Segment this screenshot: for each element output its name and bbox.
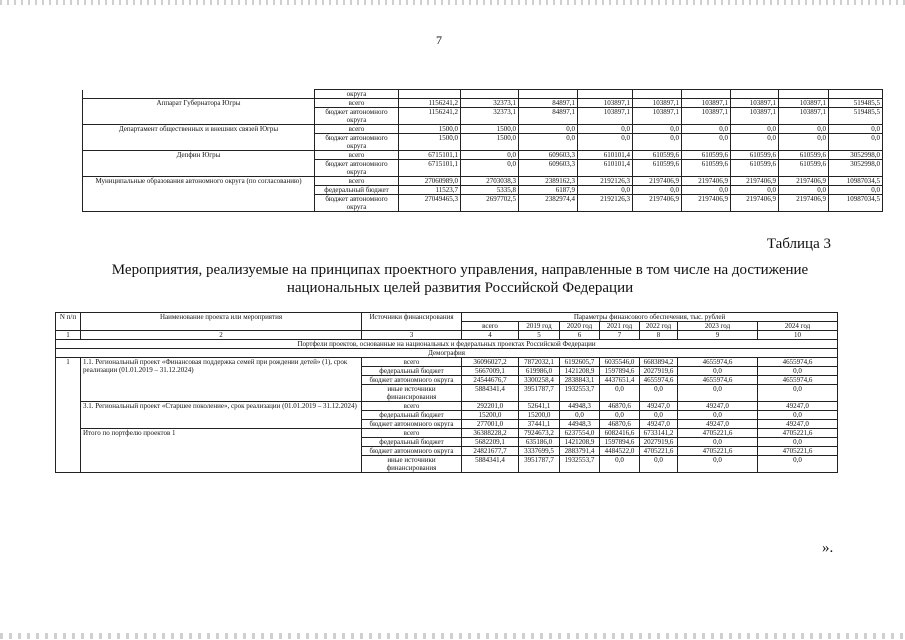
project-name: 3.1. Региональный проект «Старшее поколение», срок реализации (01.01.2019 – 31.12.2024) [81, 402, 362, 429]
section-demography: Демография [56, 349, 838, 358]
value-cell: 46870,6 [600, 420, 640, 429]
value-cell: 7924673,2 [519, 429, 560, 438]
source-cell: бюджет автономного округа [362, 376, 462, 385]
source-cell: бюджет автономного округа [315, 195, 399, 212]
section-heading-line1: Мероприятия, реализуемые на принципах проектного управления, направленные в том числе на достижение [111, 262, 809, 278]
value-cell: 2703038,3 [461, 177, 519, 186]
value-cell: 6237554,0 [560, 429, 600, 438]
value-cell: 24821677,7 [462, 447, 519, 456]
value-cell: 0,0 [779, 186, 829, 195]
value-cell: 49247,0 [758, 420, 838, 429]
value-cell: 2197406,9 [633, 177, 682, 186]
value-cell: 0,0 [633, 186, 682, 195]
value-cell: 4437651,4 [600, 376, 640, 385]
header-2023: 2023 год [678, 322, 758, 331]
scan-edge-top [0, 0, 905, 5]
value-cell: 0,0 [640, 456, 678, 473]
value-cell: 0,0 [829, 186, 883, 195]
table-caption: Таблица 3 [766, 236, 831, 252]
projects-funding-table [55, 312, 838, 473]
value-cell: 49247,0 [678, 420, 758, 429]
value-cell: 5335,8 [461, 186, 519, 195]
col-number: 7 [600, 331, 640, 340]
value-cell: 0,0 [678, 438, 758, 447]
value-cell: 5682209,1 [462, 438, 519, 447]
value-cell: 5667009,1 [462, 367, 519, 376]
source-cell: федеральный бюджет [362, 411, 462, 420]
value-cell: 2027919,6 [640, 438, 678, 447]
value-cell: 2197406,9 [682, 195, 731, 212]
value-cell: 103897,1 [779, 99, 829, 108]
value-cell: 4655974,6 [640, 376, 678, 385]
value-cell: 0,0 [731, 125, 779, 134]
value-cell: 2883791,4 [560, 447, 600, 456]
value-cell: 6082416,6 [600, 429, 640, 438]
source-cell: бюджет автономного округа [315, 108, 399, 125]
header-2019: 2019 год [519, 322, 560, 331]
source-cell: бюджет автономного округа [362, 420, 462, 429]
empty-cell [731, 90, 779, 99]
value-cell: 44948,3 [560, 402, 600, 411]
table-row [56, 429, 838, 438]
source-cell: бюджет автономного округа [362, 447, 462, 456]
source-cell: всего [315, 151, 399, 160]
header-row-1 [56, 313, 838, 322]
value-cell: 610101,4 [578, 160, 633, 177]
organization-name: Департамент общественных и внешних связей Югры [83, 125, 315, 151]
value-cell: 0,0 [678, 411, 758, 420]
value-cell: 1597894,6 [600, 367, 640, 376]
empty-cell [779, 90, 829, 99]
source-cell: всего [315, 99, 399, 108]
value-cell: 4705221,6 [758, 429, 838, 438]
source-cell: всего [362, 402, 462, 411]
value-cell: 10987034,5 [829, 195, 883, 212]
value-cell: 0,0 [461, 151, 519, 160]
value-cell: 0,0 [600, 411, 640, 420]
value-cell: 0,0 [779, 125, 829, 134]
value-cell: 3052998,0 [829, 151, 883, 160]
value-cell: 1500,0 [399, 134, 461, 151]
value-cell: 2192126,3 [578, 195, 633, 212]
value-cell: 0,0 [779, 134, 829, 151]
value-cell: 0,0 [578, 134, 633, 151]
value-cell: 0,0 [731, 186, 779, 195]
source-cell: федеральный бюджет [315, 186, 399, 195]
value-cell: 103897,1 [731, 99, 779, 108]
value-cell: 0,0 [678, 367, 758, 376]
value-cell: 519485,5 [829, 99, 883, 108]
value-cell: 2027919,6 [640, 367, 678, 376]
value-cell: 84897,1 [519, 108, 578, 125]
value-cell: 1421208,9 [560, 438, 600, 447]
source-cell: всего [362, 358, 462, 367]
header-params: Параметры финансового обеспечения, тыс. рублей [462, 313, 838, 322]
project-name: 1.1. Региональный проект «Финансовая поддержка семей при рождении детей» (1), срок реализации (01.01.2019 – 31.12.2024) [81, 358, 362, 402]
value-cell: 519485,5 [829, 108, 883, 125]
value-cell: 1932553,7 [560, 456, 600, 473]
section-row [56, 340, 838, 349]
value-cell: 1156241,2 [399, 108, 461, 125]
funding-table-continued [82, 89, 883, 212]
value-cell: 4484522,0 [600, 447, 640, 456]
header-total: всего [462, 322, 519, 331]
value-cell: 0,0 [678, 456, 758, 473]
header-2022: 2022 год [640, 322, 678, 331]
value-cell: 84897,1 [519, 99, 578, 108]
value-cell: 4705221,6 [758, 447, 838, 456]
value-cell: 4655974,6 [758, 358, 838, 367]
value-cell: 0,0 [682, 134, 731, 151]
value-cell: 36096027,2 [462, 358, 519, 367]
empty-cell [461, 90, 519, 99]
value-cell: 3052998,0 [829, 160, 883, 177]
value-cell: 7872032,1 [519, 358, 560, 367]
value-cell: 49247,0 [678, 402, 758, 411]
value-cell: 49247,0 [640, 402, 678, 411]
table-row [83, 99, 883, 108]
value-cell: 4705221,6 [678, 447, 758, 456]
col-number: 6 [560, 331, 600, 340]
value-cell: 0,0 [560, 411, 600, 420]
value-cell: 6035546,0 [600, 358, 640, 367]
value-cell: 24544676,7 [462, 376, 519, 385]
value-cell: 610599,6 [731, 151, 779, 160]
value-cell: 0,0 [758, 456, 838, 473]
value-cell: 0,0 [640, 411, 678, 420]
value-cell: 103897,1 [633, 108, 682, 125]
empty-cell [682, 90, 731, 99]
value-cell: 49247,0 [758, 402, 838, 411]
value-cell: 609603,3 [519, 151, 578, 160]
value-cell: 103897,1 [682, 99, 731, 108]
col-number: 10 [758, 331, 838, 340]
value-cell: 4655974,6 [678, 358, 758, 367]
value-cell: 610599,6 [779, 160, 829, 177]
value-cell: 610599,6 [633, 160, 682, 177]
col-number: 4 [462, 331, 519, 340]
value-cell: 610101,4 [578, 151, 633, 160]
col-number: 1 [56, 331, 81, 340]
value-cell: 0,0 [758, 411, 838, 420]
value-cell: 32373,1 [461, 108, 519, 125]
value-cell: 0,0 [519, 134, 578, 151]
value-cell: 292201,0 [462, 402, 519, 411]
value-cell: 610599,6 [682, 160, 731, 177]
value-cell: 2197406,9 [779, 195, 829, 212]
value-cell: 1421208,9 [560, 367, 600, 376]
value-cell: 610599,6 [682, 151, 731, 160]
row-number: 1 [56, 358, 81, 473]
source-cell: округа [315, 90, 399, 99]
col-number: 5 [519, 331, 560, 340]
source-cell: бюджет автономного округа [315, 134, 399, 151]
empty-cell [829, 90, 883, 99]
value-cell: 0,0 [829, 134, 883, 151]
value-cell: 0,0 [600, 456, 640, 473]
value-cell: 2389162,3 [519, 177, 578, 186]
value-cell: 1500,0 [461, 125, 519, 134]
value-cell: 4705221,6 [640, 447, 678, 456]
value-cell: 0,0 [578, 186, 633, 195]
value-cell: 1597894,6 [600, 438, 640, 447]
value-cell: 0,0 [829, 125, 883, 134]
empty-cell [83, 90, 315, 99]
scan-edge-bottom [0, 633, 905, 639]
value-cell: 0,0 [461, 160, 519, 177]
value-cell: 6683894,2 [640, 358, 678, 367]
value-cell: 103897,1 [578, 99, 633, 108]
value-cell: 3951787,7 [519, 456, 560, 473]
value-cell: 2197406,9 [731, 195, 779, 212]
source-cell: всего [362, 429, 462, 438]
source-cell: федеральный бюджет [362, 438, 462, 447]
table-row [83, 90, 883, 99]
table-row [83, 177, 883, 186]
value-cell: 0,0 [678, 385, 758, 402]
value-cell: 0,0 [578, 125, 633, 134]
value-cell: 6715101,1 [399, 160, 461, 177]
value-cell: 5884341,4 [462, 456, 519, 473]
value-cell: 610599,6 [633, 151, 682, 160]
value-cell: 2197406,9 [682, 177, 731, 186]
header-source: Источники финансирования [362, 313, 462, 331]
source-cell: иные источники финансирования [362, 456, 462, 473]
empty-cell [519, 90, 578, 99]
section-row [56, 349, 838, 358]
value-cell: 0,0 [633, 134, 682, 151]
value-cell: 0,0 [758, 385, 838, 402]
table-row [56, 358, 838, 367]
table-row [83, 151, 883, 160]
value-cell: 635186,0 [519, 438, 560, 447]
value-cell: 2192126,3 [578, 177, 633, 186]
value-cell: 11523,7 [399, 186, 461, 195]
value-cell: 619986,0 [519, 367, 560, 376]
value-cell: 10987034,5 [829, 177, 883, 186]
value-cell: 3951787,7 [519, 385, 560, 402]
table-row [56, 402, 838, 411]
value-cell: 6192605,7 [560, 358, 600, 367]
value-cell: 4705221,6 [678, 429, 758, 438]
value-cell: 36388228,2 [462, 429, 519, 438]
value-cell: 15200,0 [462, 411, 519, 420]
value-cell: 44948,3 [560, 420, 600, 429]
value-cell: 277001,0 [462, 420, 519, 429]
value-cell: 609603,3 [519, 160, 578, 177]
value-cell: 0,0 [731, 134, 779, 151]
value-cell: 0,0 [633, 125, 682, 134]
value-cell: 2197406,9 [731, 177, 779, 186]
value-cell: 3337699,5 [519, 447, 560, 456]
value-cell: 0,0 [758, 438, 838, 447]
value-cell: 15200,0 [519, 411, 560, 420]
source-cell: всего [315, 177, 399, 186]
value-cell: 6715101,1 [399, 151, 461, 160]
source-cell: федеральный бюджет [362, 367, 462, 376]
col-number: 9 [678, 331, 758, 340]
value-cell: 46870,6 [600, 402, 640, 411]
project-name: Итого по портфелю проектов 1 [81, 429, 362, 473]
value-cell: 1500,0 [461, 134, 519, 151]
value-cell: 52641,1 [519, 402, 560, 411]
value-cell: 610599,6 [731, 160, 779, 177]
header-2021: 2021 год [600, 322, 640, 331]
value-cell: 103897,1 [633, 99, 682, 108]
header-name: Наименование проекта или мероприятия [81, 313, 362, 331]
value-cell: 0,0 [758, 367, 838, 376]
organization-name: Аппарат Губернатора Югры [83, 99, 315, 125]
closing-quote: ». [822, 540, 834, 556]
value-cell: 49247,0 [640, 420, 678, 429]
col-number: 3 [362, 331, 462, 340]
value-cell: 5884341,4 [462, 385, 519, 402]
value-cell: 2838843,1 [560, 376, 600, 385]
value-cell: 32373,1 [461, 99, 519, 108]
source-cell: всего [315, 125, 399, 134]
source-cell: бюджет автономного округа [315, 160, 399, 177]
section-portfolios: Портфели проектов, основанные на национальных и федеральных проектах Российской Федерации [56, 340, 838, 349]
value-cell: 6733141,2 [640, 429, 678, 438]
value-cell: 3300258,4 [519, 376, 560, 385]
value-cell: 6187,9 [519, 186, 578, 195]
value-cell: 103897,1 [779, 108, 829, 125]
value-cell: 1156241,2 [399, 99, 461, 108]
header-num: N п/п [56, 313, 81, 331]
value-cell: 103897,1 [578, 108, 633, 125]
value-cell: 0,0 [600, 385, 640, 402]
empty-cell [633, 90, 682, 99]
value-cell: 0,0 [682, 186, 731, 195]
organization-name: Депфин Югры [83, 151, 315, 177]
value-cell: 27049465,3 [399, 195, 461, 212]
header-2024: 2024 год [758, 322, 838, 331]
column-numbers-row [56, 331, 838, 340]
col-number: 2 [81, 331, 362, 340]
value-cell: 27060989,0 [399, 177, 461, 186]
value-cell: 103897,1 [731, 108, 779, 125]
value-cell: 1932553,7 [560, 385, 600, 402]
value-cell: 610599,6 [779, 151, 829, 160]
value-cell: 37441,1 [519, 420, 560, 429]
source-cell: иные источники финансирования [362, 385, 462, 402]
value-cell: 4655974,6 [678, 376, 758, 385]
empty-cell [578, 90, 633, 99]
header-2020: 2020 год [560, 322, 600, 331]
col-number: 8 [640, 331, 678, 340]
section-heading-line2: национальных целей развития Российской Федерации [286, 280, 634, 296]
page-number: 7 [436, 33, 442, 47]
value-cell: 103897,1 [682, 108, 731, 125]
value-cell: 2197406,9 [779, 177, 829, 186]
value-cell: 1500,0 [399, 125, 461, 134]
value-cell: 2197406,9 [633, 195, 682, 212]
value-cell: 2382974,4 [519, 195, 578, 212]
empty-cell [399, 90, 461, 99]
organization-name: Муниципальные образования автономного округа (по согласованию) [83, 177, 315, 212]
value-cell: 0,0 [519, 125, 578, 134]
value-cell: 0,0 [682, 125, 731, 134]
table-row [83, 125, 883, 134]
value-cell: 4655974,6 [758, 376, 838, 385]
value-cell: 2697702,5 [461, 195, 519, 212]
value-cell: 0,0 [640, 385, 678, 402]
